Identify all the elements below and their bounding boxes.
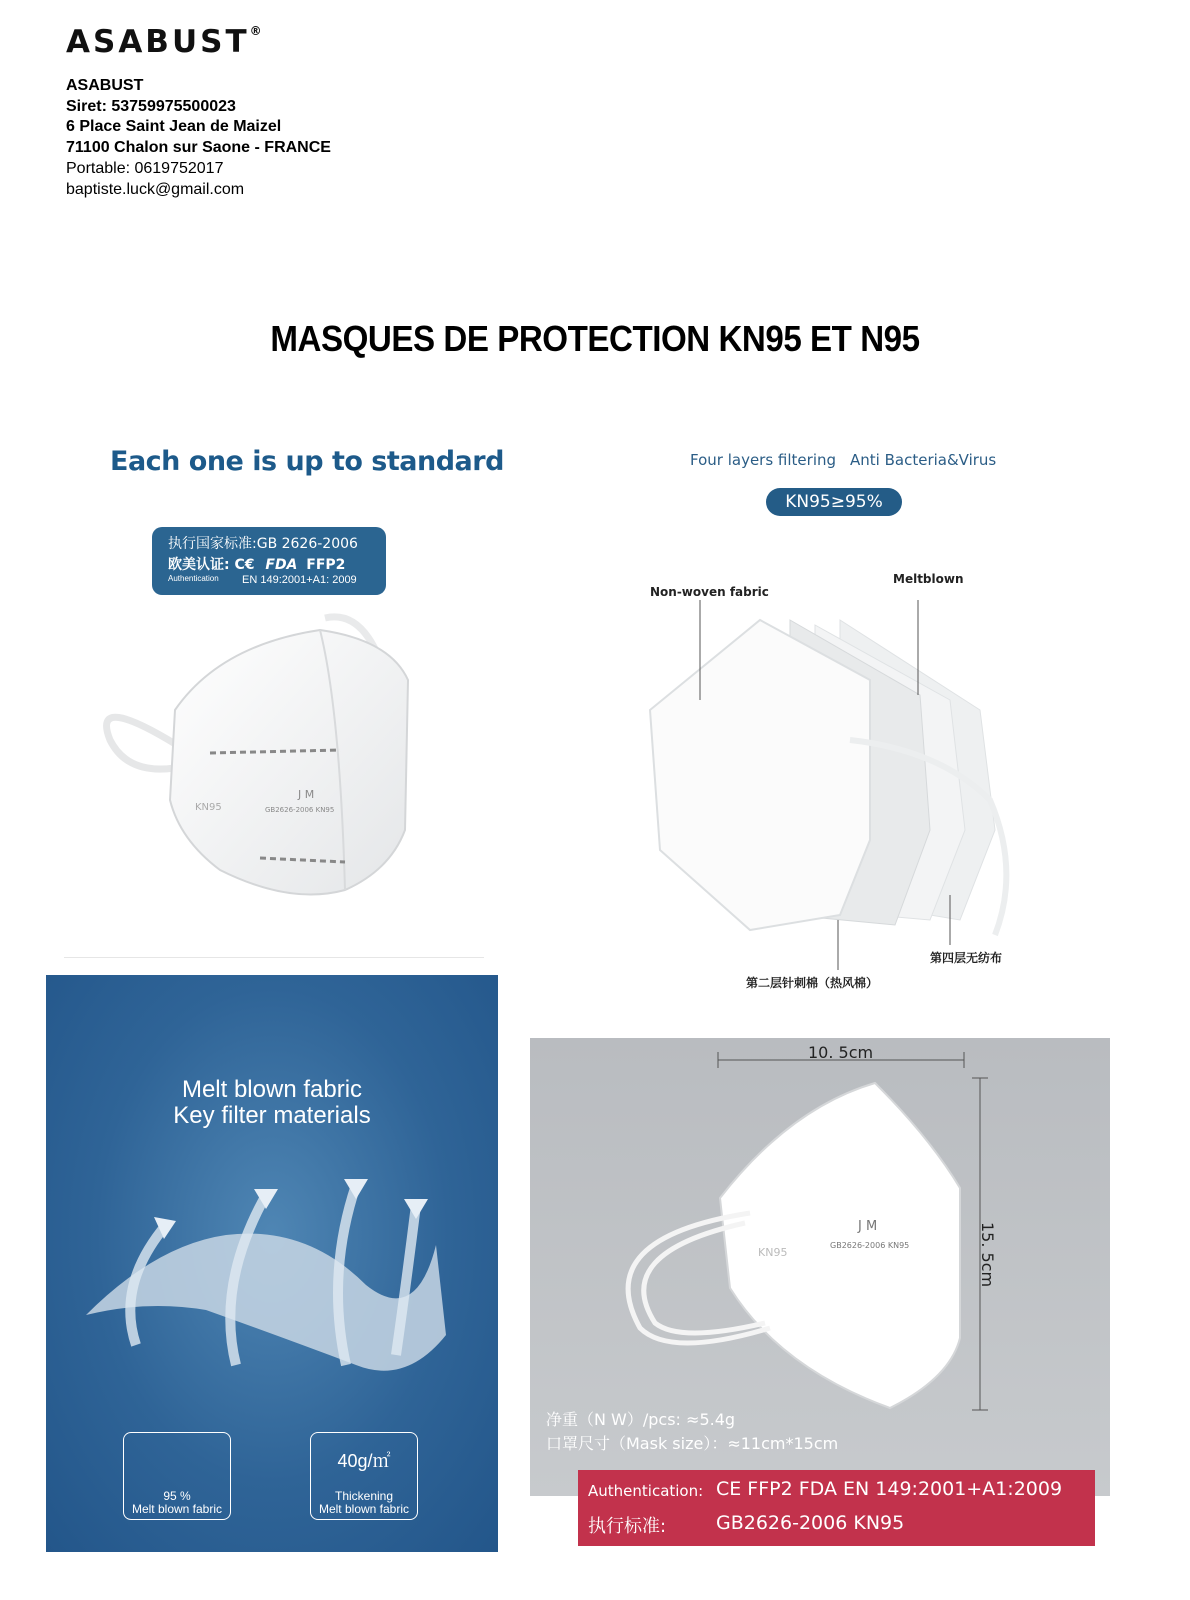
email: baptiste.luck@gmail.com	[66, 180, 245, 198]
mask-kn95-text: KN95	[195, 802, 222, 813]
mask-code-text: GB2626-2006 KN95	[265, 806, 335, 814]
mask-specs	[546, 1408, 838, 1456]
badge-standard: 执行国家标准:GB 2626-2006	[168, 536, 358, 552]
standard-heading: Each one is up to standard	[110, 446, 504, 477]
authentication-banner	[578, 1470, 1095, 1546]
mask-brand-text: J M	[298, 788, 315, 801]
kn95-mask-image	[90, 600, 430, 920]
certification-badge	[152, 527, 386, 595]
size-mask-kn95: KN95	[758, 1246, 788, 1259]
divider	[64, 957, 484, 958]
weight-text: 净重（N W）/pcs: ≈5.4g	[546, 1410, 736, 1429]
size-panel	[530, 1038, 1110, 1496]
layers-subheading: Four layers filtering Anti Bacteria&Virus	[690, 451, 997, 469]
badge-en: EN 149:2001+A1: 2009	[242, 574, 357, 586]
stat-weight: 40g/㎡	[337, 1451, 391, 1471]
siret: Siret: 53759975500023	[66, 97, 236, 115]
stat-value: 95 %	[163, 1489, 191, 1503]
stat-box-weight: 40g/㎡ Thickening Melt blown fabric	[310, 1432, 418, 1520]
ce-mark: C€	[234, 557, 255, 573]
fda-mark: FDA	[265, 557, 298, 573]
auth-value: CE FFP2 FDA EN 149:2001+A1:2009	[716, 1478, 1063, 1500]
company-name: ASABUST	[66, 77, 144, 94]
width-label: 10. 5cm	[808, 1043, 874, 1062]
address-line1: 6 Place Saint Jean de Maizel	[66, 118, 282, 136]
document-title: MASQUES DE PROTECTION KN95 ET N95	[270, 318, 920, 359]
size-text: 口罩尺寸（Mask size）：≈11cm*15cm	[546, 1434, 839, 1453]
label-layer2: 第二层针刺棉（热风棉）	[746, 976, 879, 990]
meltblown-panel	[46, 975, 498, 1552]
std-label: 执行标准:	[588, 1516, 667, 1537]
ffp2-mark: FFP2	[306, 557, 346, 573]
auth-label: Authentication:	[588, 1482, 704, 1500]
size-mask-brand: J M	[858, 1219, 878, 1234]
label-nonwoven: Non-woven fabric	[650, 585, 769, 599]
height-label: 15. 5cm	[978, 1222, 997, 1288]
fabric-airflow-image	[76, 1165, 476, 1385]
std-value: GB2626-2006 KN95	[716, 1512, 905, 1534]
stat-box-filtration	[123, 1432, 231, 1520]
label-layer4: 第四层无纺布	[930, 951, 1003, 965]
label-meltblown: Meltblown	[893, 572, 964, 586]
size-mask-code: GB2626-2006 KN95	[830, 1241, 910, 1250]
four-layers-image	[640, 600, 1020, 980]
phone: Portable: 0619752017	[66, 159, 224, 177]
meltblown-heading: Melt blown fabric Key filter materials	[173, 1076, 371, 1129]
company-logo: ASABUST®	[66, 24, 262, 60]
company-address-block	[66, 76, 331, 200]
badge-certs: 欧美认证: C€ FDA FFP2	[168, 557, 346, 573]
address-line2: 71100 Chalon sur Saone - FRANCE	[66, 139, 331, 157]
stat-caption: Melt blown fabric	[131, 1502, 223, 1516]
badge-auth: Authentication	[168, 574, 219, 583]
filtration-pill: KN95≥95%	[766, 488, 902, 516]
